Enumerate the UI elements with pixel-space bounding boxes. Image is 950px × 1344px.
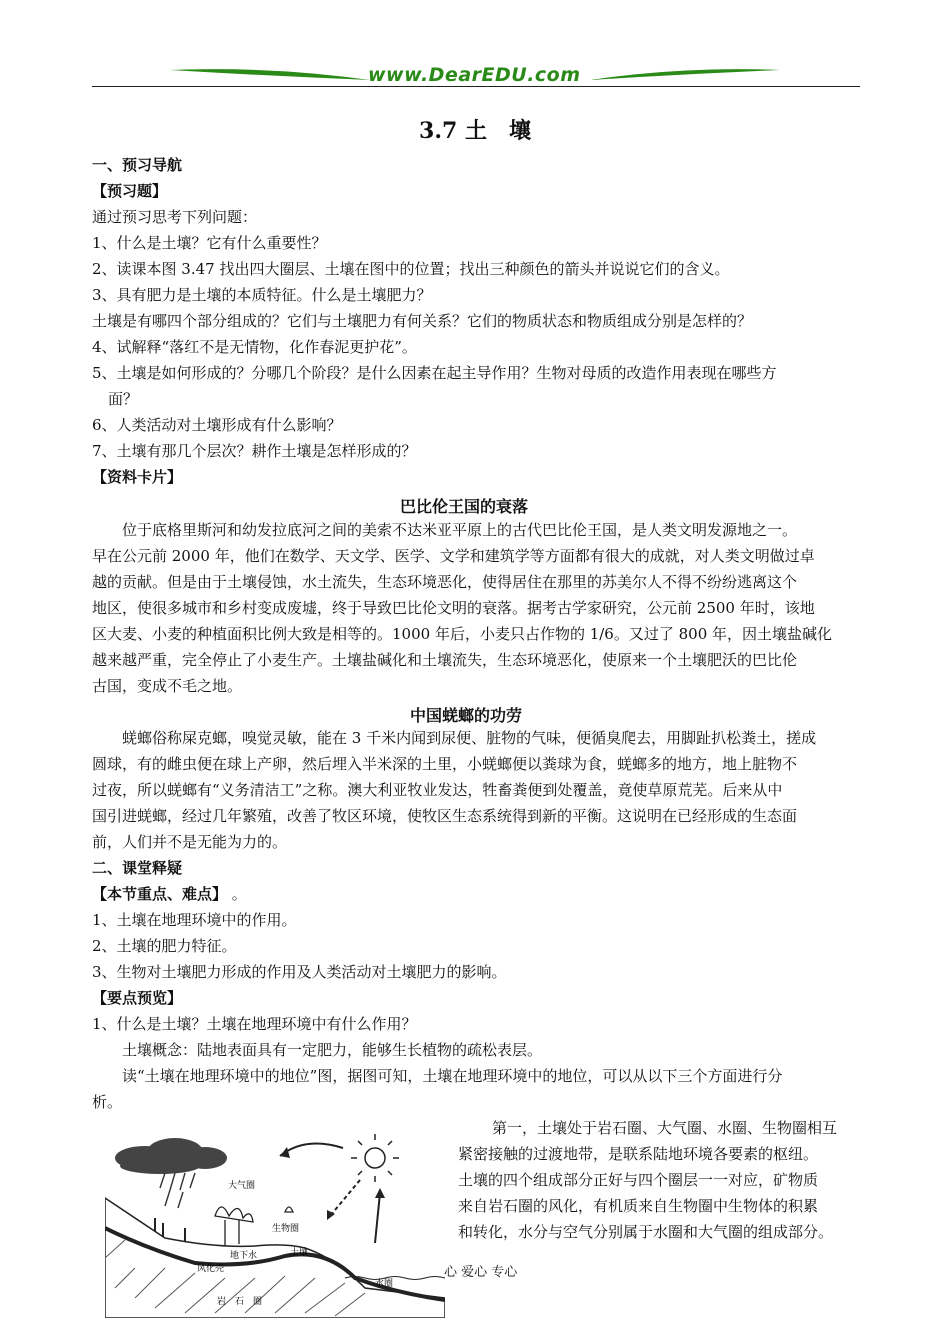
card1-line: 早在公元前 2000 年，他们在数学、天文学、医学、文学和建筑学等方面都有很大的成就，对人类文明做过卓: [92, 547, 815, 565]
preview-intro: 通过预习思考下列问题：: [92, 208, 258, 226]
lithosphere-label: 岩 石 圈: [217, 1297, 263, 1307]
key-point: 1、土壤在地理环境中的作用。: [92, 911, 297, 929]
card-label: 【资料卡片】: [92, 468, 183, 486]
weathering-label: 风化壳: [197, 1264, 225, 1274]
page-title: 3.7 土 壤: [419, 118, 531, 144]
header-swoosh-left: [170, 66, 370, 86]
card1-title: 巴比伦王国的衰落: [400, 497, 529, 516]
card1-line: 区大麦、小麦的种植面积比例大致是相等的。1000 年后，小麦只占作物的 1/6。又过了 800 年，因土壤盐碱化: [92, 625, 833, 643]
overview-label: 【要点预览】: [92, 989, 183, 1007]
preview-label: 【预习题】: [92, 182, 168, 200]
key-point: 2、土壤的肥力特征。: [92, 937, 237, 955]
question-line: 2、读课本图 3.47 找出四大圈层、土壤在图中的位置；找出三种颜色的箭头并说说它们的含义。: [92, 260, 730, 278]
card2-line: 蜣螂俗称屎克螂，嗅觉灵敏，能在 3 千米内闻到尿便、脏物的气味，便循臭爬去，用脚趾扒松粪土，搓成: [122, 729, 817, 747]
question-line: 7、土壤有那几个层次？耕作土壤是怎样形成的？: [92, 442, 417, 460]
question-line: 面？: [108, 390, 139, 408]
question-line: 土壤是有哪四个部分组成的？它们与土壤肥力有何关系？它们的物质状态和物质组成分别是怎样的？: [92, 312, 753, 330]
key-suffix: 。: [231, 885, 247, 903]
read-line: 析。: [92, 1093, 123, 1111]
side-line: 紧密接触的过渡地带，是联系陆地环境各要素的枢纽。: [458, 1145, 819, 1163]
footer-motto: 心 爱心 专心: [444, 1265, 518, 1280]
sun-icon: [351, 1134, 399, 1182]
site-logo[interactable]: www.DearEDU.com: [368, 64, 581, 86]
card1-line: 位于底格里斯河和幼发拉底河之间的美索不达米亚平原上的古代巴比伦王国，是人类文明发源地之一。: [122, 521, 798, 539]
question-line: 4、试解释“落红不是无情物，化作春泥更护花”。: [92, 338, 417, 356]
overview-question: 1、什么是土壤？土壤在地理环境中有什么作用？: [92, 1015, 417, 1033]
card1-line: 越的贡献。但是由于土壤侵蚀，水土流失，生态环境恶化，使得居住在那里的苏美尔人不得不纷纷逃离这个: [92, 573, 798, 591]
key-label: 【本节重点、难点】: [92, 885, 228, 903]
side-line: 和转化，水分与空气分别属于水圈和大气圈的组成部分。: [458, 1223, 834, 1241]
hydrosphere-label: 水圈: [375, 1279, 394, 1289]
card2-line: 过夜，所以蜣螂有“义务清洁工”之称。澳大利亚牧业发达，牲畜粪便到处覆盖，竟使草原荒芜。后来从中: [92, 781, 783, 799]
key-point: 3、生物对土壤肥力形成的作用及人类活动对土壤肥力的影响。: [92, 963, 507, 981]
question-line: 5、土壤是如何形成的？分哪几个阶段？是什么因素在起主导作用？生物对母质的改造作用表现在哪些方: [92, 364, 777, 382]
question-line: 3、具有肥力是土壤的本质特征。什么是土壤肥力？: [92, 286, 432, 304]
biosphere-label: 生物圈: [272, 1224, 300, 1234]
section2-heading: 二、课堂释疑: [92, 859, 183, 877]
card1-line: 越来越严重，完全停止了小麦生产。土壤盐碱化和土壤流失，生态环境恶化，使原来一个土壤肥沃的巴比伦: [92, 651, 798, 669]
soil-position-diagram: [105, 1128, 445, 1318]
card2-line: 圆球，有的雌虫便在球上产卵，然后埋入半米深的土里，小蜣螂便以粪球为食，蜣螂多的地方，地上脏物不: [92, 755, 798, 773]
card2-title: 中国蜣螂的功劳: [410, 706, 523, 725]
cloud-icon: [115, 1138, 227, 1174]
header-swoosh-right: [590, 66, 780, 86]
card2-line: 前，人们并不是无能为力的。: [92, 833, 288, 851]
header-rule: [92, 86, 860, 87]
groundwater-label: 地下水: [230, 1251, 258, 1261]
card1-line: 地区，使很多城市和乡村变成废墟，终于导致巴比伦文明的衰落。据考古学家研究，公元前 2500 年时，该地: [92, 599, 815, 617]
side-line: 第一，土壤处于岩石圈、大气圈、水圈、生物圈相互: [492, 1119, 838, 1137]
section1-heading: 一、预习导航: [92, 156, 183, 174]
card2-line: 国引进蜣螂，经过几年繁殖，改善了牧区环境，使牧区生态系统得到新的平衡。这说明在已经形成的生态面: [92, 807, 798, 825]
card1-line: 古国，变成不毛之地。: [92, 677, 243, 695]
read-line: 读“土壤在地理环境中的地位”图，据图可知，土壤在地理环境中的地位，可以从以下三个方面进行分: [122, 1067, 783, 1085]
soil-label: 土壤: [290, 1248, 309, 1258]
side-line: 来自岩石圈的风化，有机质来自生物圈中生物体的积累: [458, 1197, 819, 1215]
side-line: 土壤的四个组成部分正好与四个圈层一一对应，矿物质: [458, 1171, 819, 1189]
atmosphere-label: 大气圈: [228, 1181, 256, 1191]
question-line: 6、人类活动对土壤形成有什么影响？: [92, 416, 342, 434]
question-line: 1、什么是土壤？它有什么重要性？: [92, 234, 327, 252]
soil-concept: 土壤概念：陆地表面具有一定肥力，能够生长植物的疏松表层。: [122, 1041, 543, 1059]
key-label-row: [92, 885, 247, 903]
